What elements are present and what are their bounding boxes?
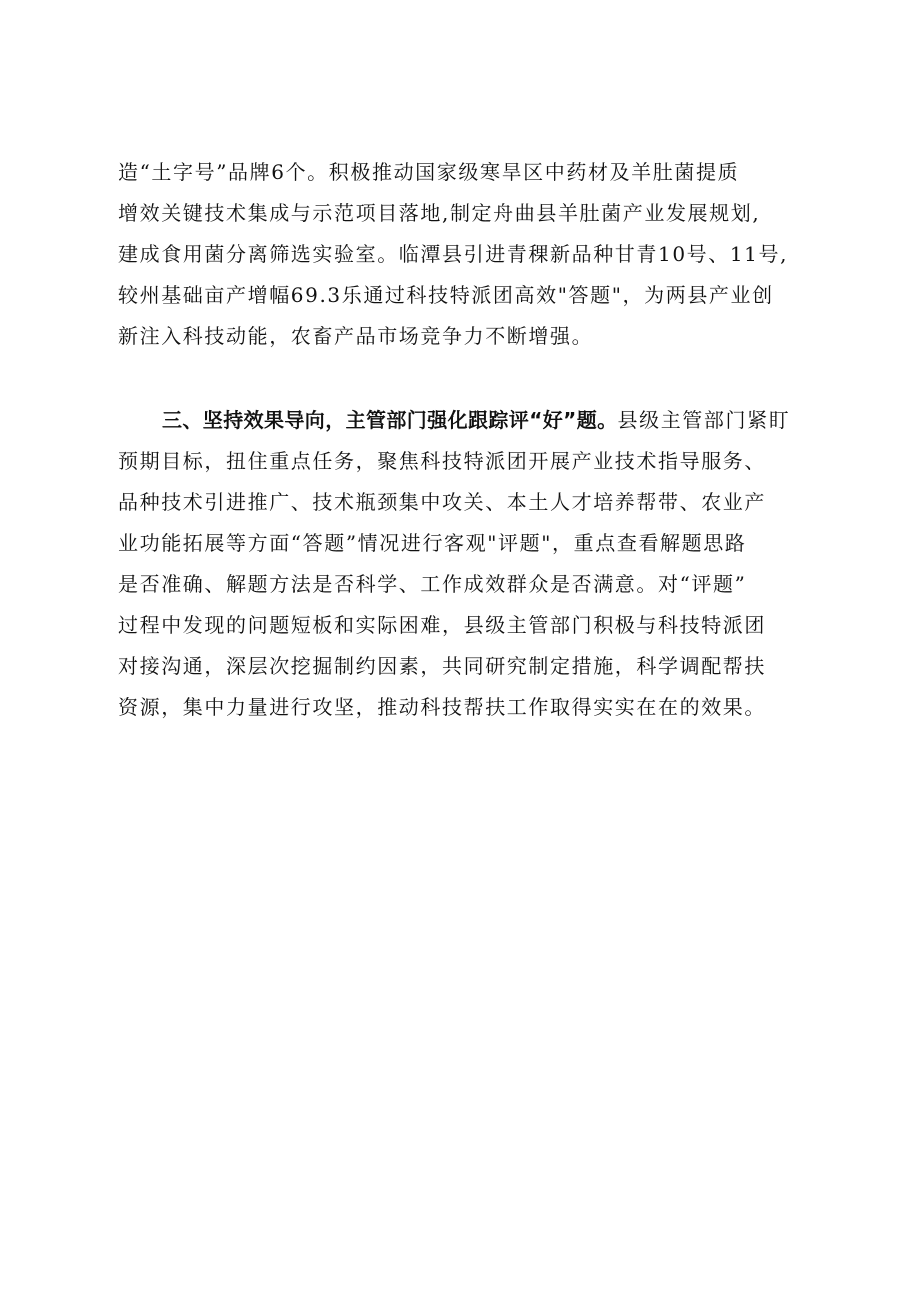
paragraph-1-line-5: 新注入科技动能，农畜产品市场竞争力不断增强。 — [118, 324, 594, 348]
paragraph-2 — [118, 400, 808, 728]
paragraph-1-line-1: 造“土字号”品牌6个。积极推动国家级寒旱区中药材及羊肚菌提质 — [118, 160, 740, 184]
paragraph-2-line-8: 资源，集中力量进行攻坚，推动科技帮扶工作取得实实在在的效果。 — [118, 695, 766, 719]
paragraph-2-line-4: 业功能拓展等方面“答题”情况进行客观"评题"，重点查看解题思路 — [118, 531, 747, 555]
paragraph-2-line-1 — [118, 400, 808, 441]
paragraph-2-line-2: 预期目标，扭住重点任务，聚焦科技特派团开展产业技术指导服务、 — [118, 449, 766, 473]
paragraph-1-line-4: 较州基础亩产增幅69.3乐通过科技特派团高效"答题"，为两县产业创 — [118, 283, 774, 307]
paragraph-1-line-3: 建成食用菌分离筛选实验室。临潭县引进青稞新品种甘青10号、11号, — [118, 242, 789, 266]
paragraph-2-line-6: 过程中发现的问题短板和实际困难，县级主管部门积极与科技特派团 — [118, 613, 766, 637]
paragraph-2-line-5: 是否准确、解题方法是否科学、工作成效群众是否满意。对“评题” — [118, 572, 747, 596]
paragraph-1 — [118, 152, 808, 357]
section-heading: 三、坚持效果导向，主管部门强化跟踪评“好”题。 — [162, 408, 618, 432]
paragraph-2-line-1-rest: 县级主管部门紧盯 — [617, 408, 791, 432]
paragraph-2-line-3: 品种技术引进推广、技术瓶颈集中攻关、本土人才培养帮带、农业产 — [118, 490, 766, 514]
paragraph-2-line-7: 对接沟通，深层次挖掘制约因素，共同研究制定措施，科学调配帮扶 — [118, 654, 766, 678]
paragraph-1-line-2: 增效关键技术集成与示范项目落地,制定舟曲县羊肚菌产业发展规划, — [118, 201, 761, 225]
